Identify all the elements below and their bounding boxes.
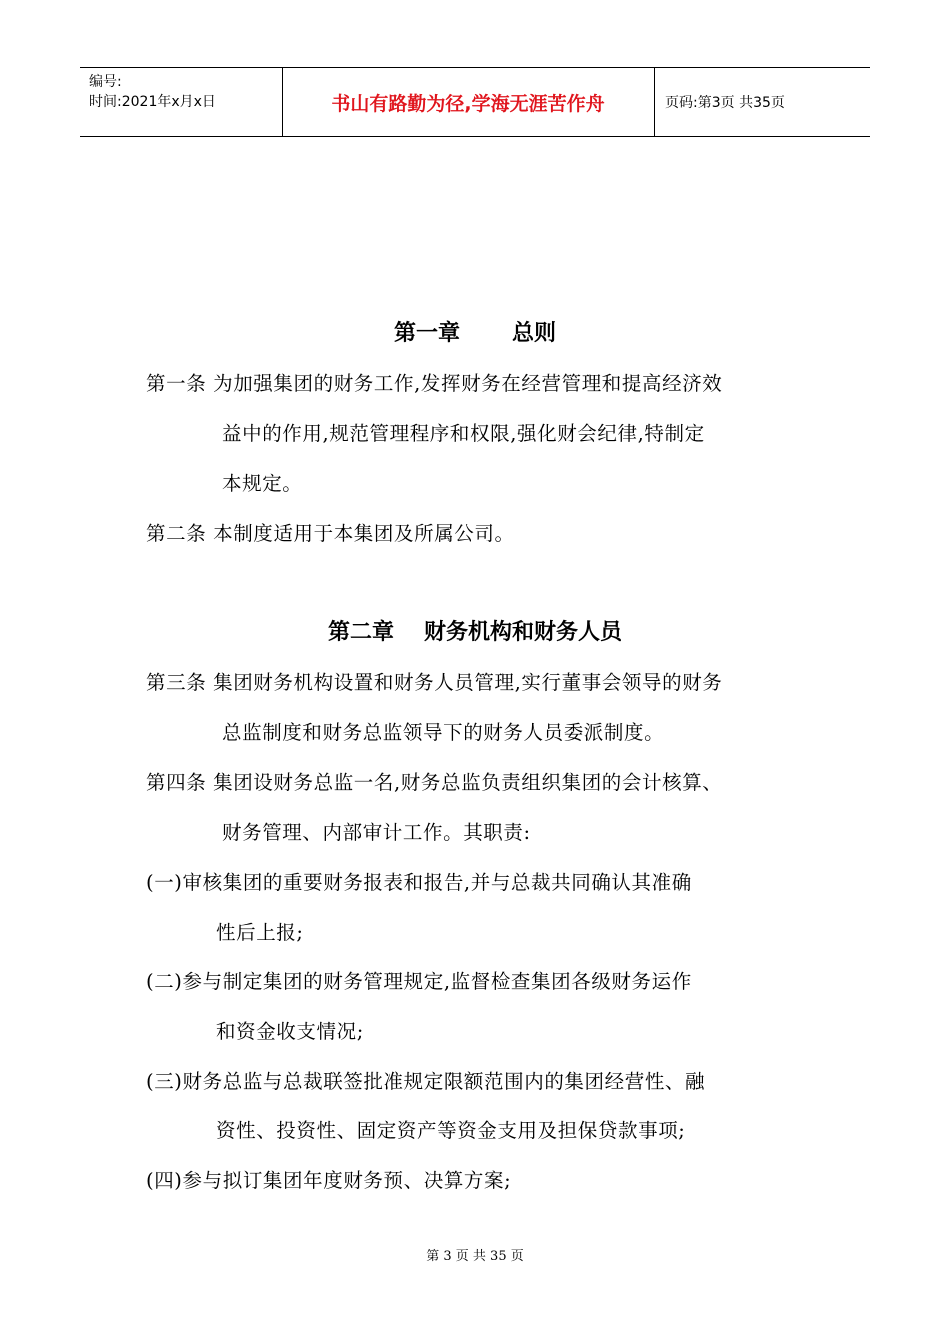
list-item-line: 资性、投资性、固定资产等资金支用及担保贷款事项; <box>216 1119 686 1142</box>
page-footer: 第 3 页 共 35 页 <box>426 1249 524 1264</box>
article-line: 益中的作用,规范管理程序和权限,强化财会纪律,特制定 <box>222 422 705 445</box>
article-line: 第二条 本制度适用于本集团及所属公司。 <box>146 522 515 545</box>
list-item-line: (三)财务总监与总裁联签批准规定限额范围内的集团经营性、融 <box>146 1070 706 1093</box>
header-motto: 书山有路勤为径,学海无涯苦作舟 <box>331 92 605 115</box>
article-line: 第一条 为加强集团的财务工作,发挥财务在经营管理和提高经济效 <box>146 372 723 395</box>
page-header <box>80 67 870 137</box>
document-number-label: 编号: <box>89 74 122 90</box>
header-meta <box>89 72 216 112</box>
list-item-line: 和资金收支情况; <box>216 1020 364 1043</box>
article-line: 总监制度和财务总监领导下的财务人员委派制度。 <box>222 721 665 744</box>
chapter-title: 总则 <box>512 320 557 346</box>
header-divider <box>654 68 655 136</box>
list-item-line: (四)参与拟订集团年度财务预、决算方案; <box>146 1169 512 1192</box>
article-line: 第三条 集团财务机构设置和财务人员管理,实行董事会领导的财务 <box>146 671 723 694</box>
list-item-line: 性后上报; <box>216 921 304 944</box>
list-item-line: (二)参与制定集团的财务管理规定,监督检查集团各级财务运作 <box>146 970 692 993</box>
chapter-number: 第一章 <box>393 320 460 346</box>
list-item-line: (一)审核集团的重要财务报表和报告,并与总裁共同确认其准确 <box>146 871 692 894</box>
document-time-label: 时间:2021年x月x日 <box>89 94 216 110</box>
header-page-info: 页码:第3页 共35页 <box>665 95 785 111</box>
article-line: 第四条 集团设财务总监一名,财务总监负责组织集团的会计核算、 <box>146 771 723 794</box>
chapter-heading <box>0 617 950 647</box>
article-line: 财务管理、内部审计工作。其职责: <box>222 821 531 844</box>
article-line: 本规定。 <box>222 472 303 495</box>
chapter-heading <box>0 318 950 348</box>
chapter-title: 财务机构和财务人员 <box>424 619 623 645</box>
chapter-number: 第二章 <box>327 619 394 645</box>
